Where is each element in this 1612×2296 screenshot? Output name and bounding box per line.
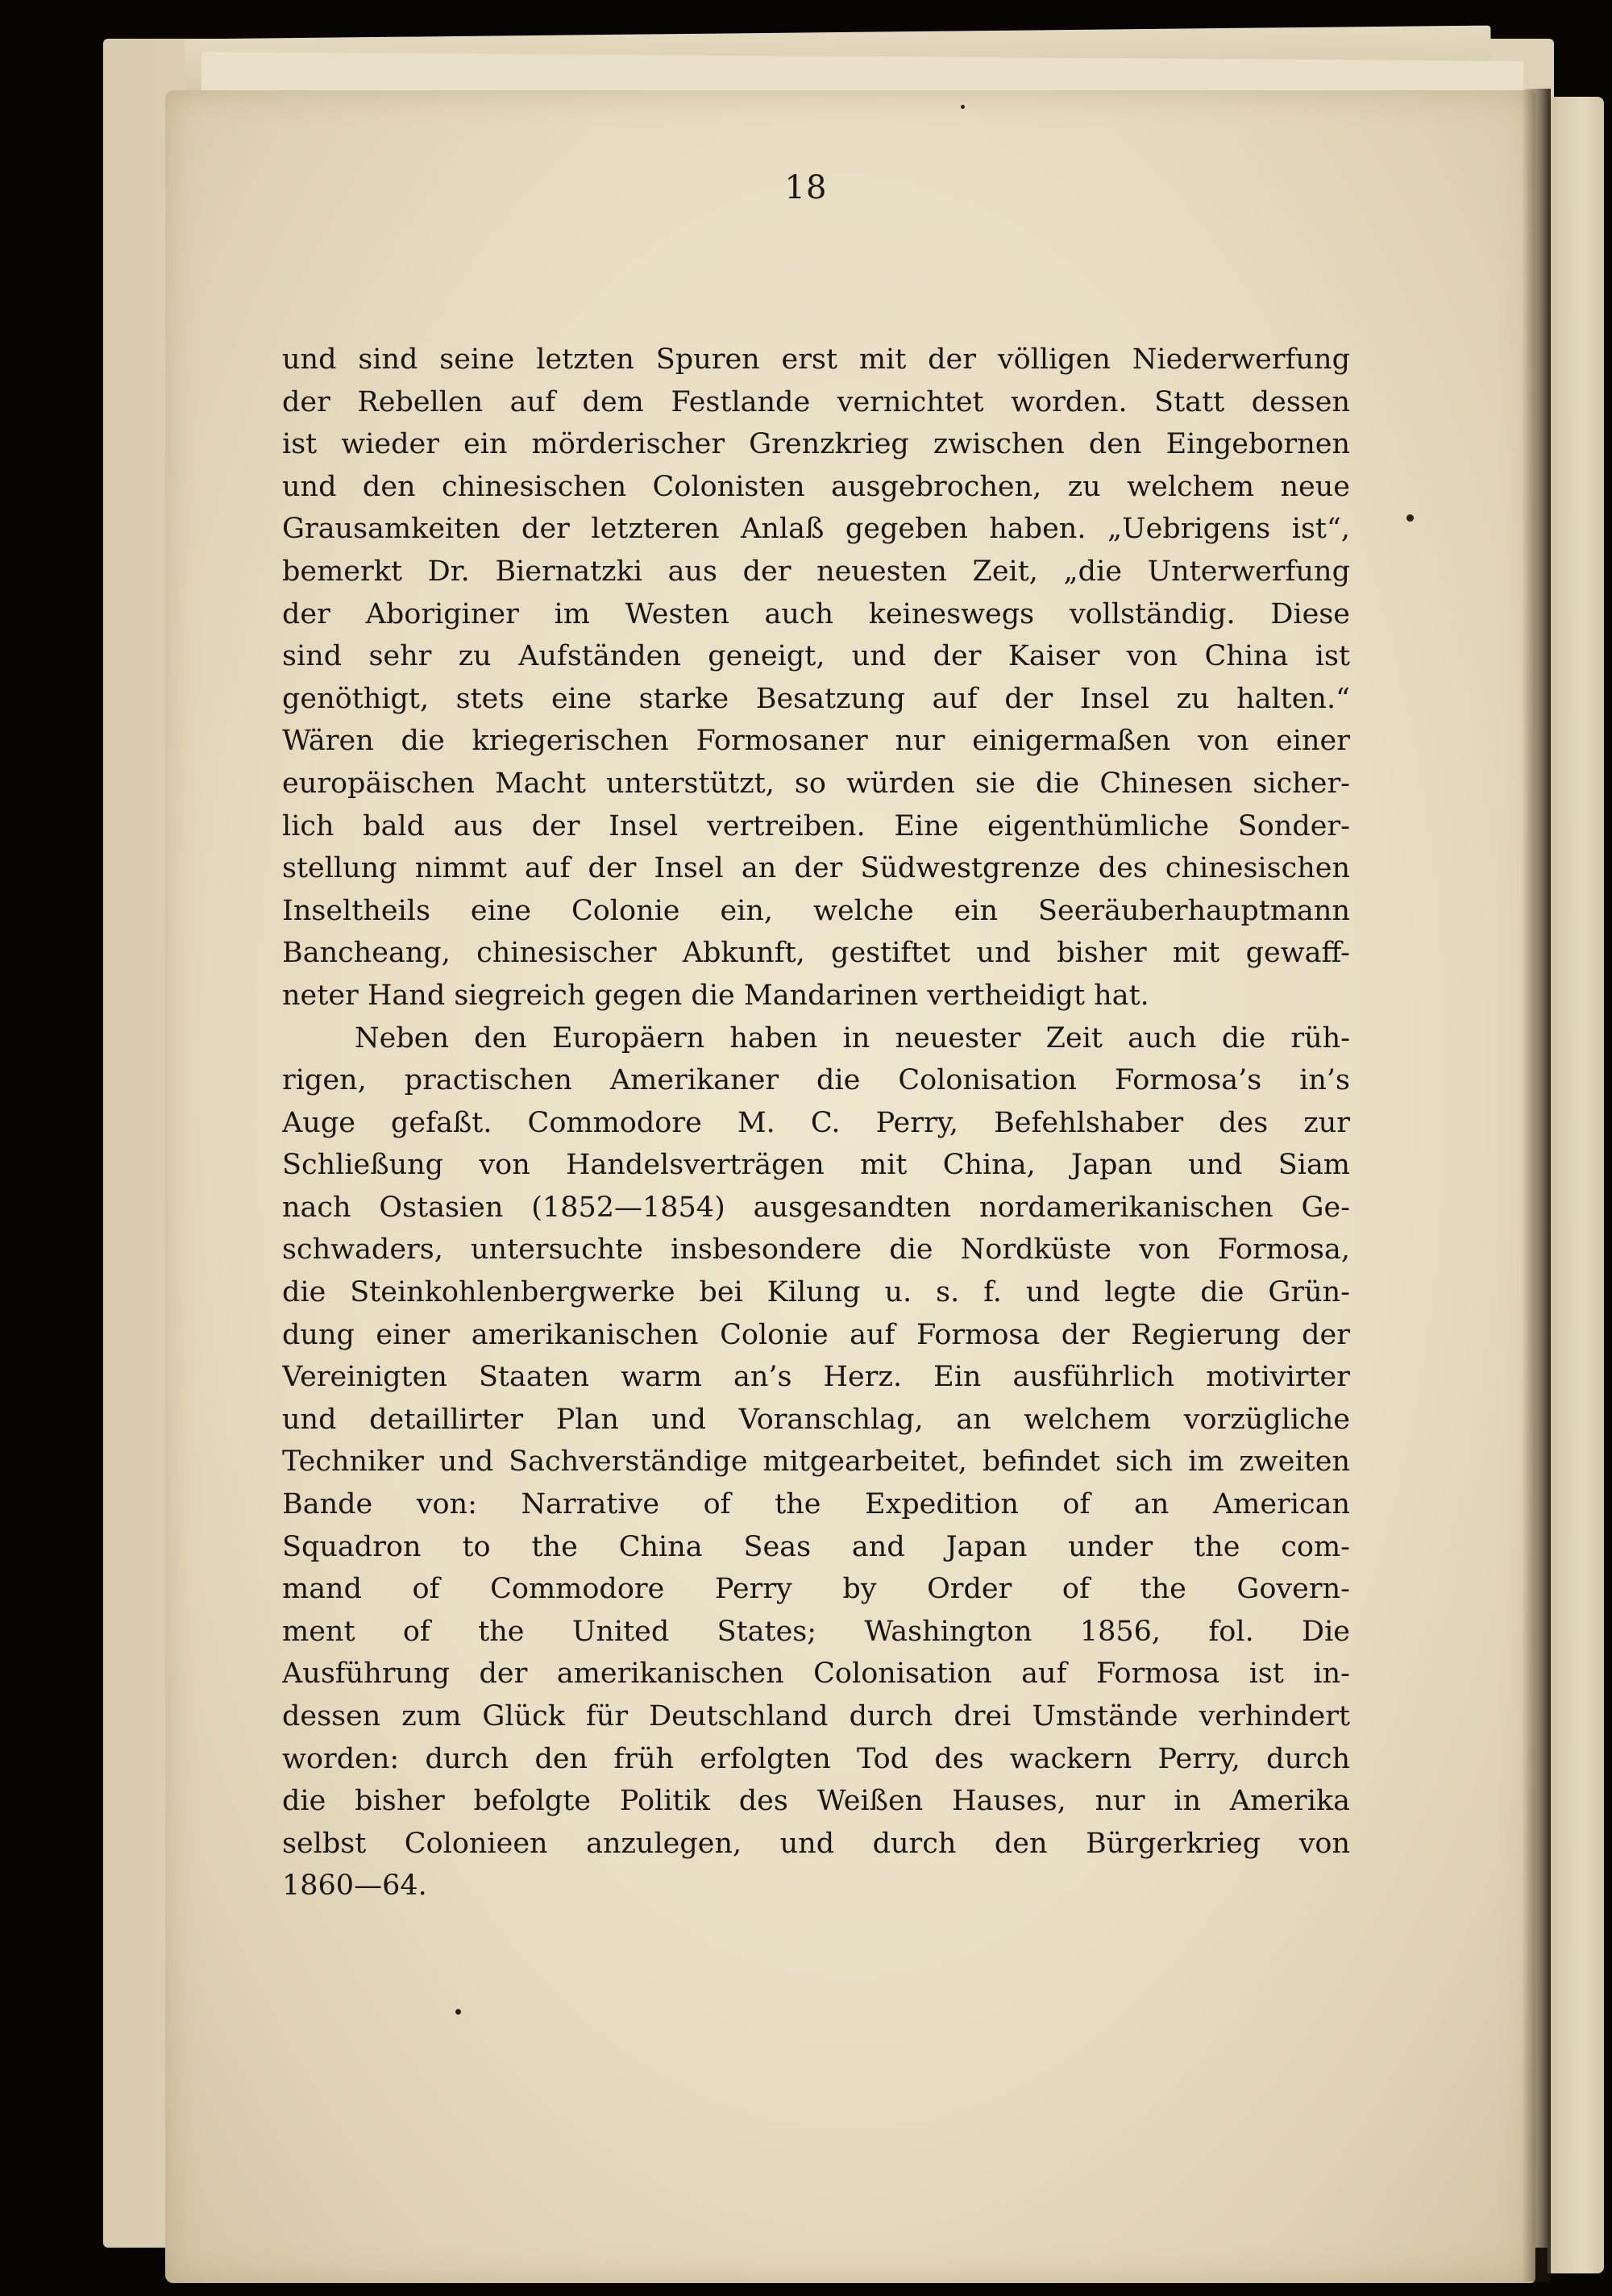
- text-line: und sind seine letzten Spuren erst mit der völligen Niederwerfung: [282, 343, 1350, 376]
- text-line: Inseltheils eine Colonie ein, welche ein Seeräuberhauptmann: [282, 894, 1350, 927]
- text-line: neter Hand siegreich gegen die Mandarinen vertheidigt hat.: [282, 979, 1149, 1012]
- text-line: und den chinesischen Colonisten ausgebrochen, zu welchem neue: [282, 470, 1350, 503]
- text-line: Wären die kriegerischen Formosaner nur einigermaßen von einer: [282, 725, 1350, 758]
- text-line: der Rebellen auf dem Festlande vernichtet worden. Statt dessen: [282, 385, 1350, 418]
- text-line: der Aboriginer im Westen auch keineswegs vollständig. Diese: [282, 597, 1350, 630]
- text-line: mand of Commodore Perry by Order of the Govern-: [282, 1573, 1350, 1606]
- text-line: Schließung von Handelsverträgen mit China, Japan und Siam: [282, 1149, 1350, 1182]
- text-line: ist wieder ein mörderischer Grenzkrieg zwischen den Eingebornen: [282, 428, 1350, 461]
- text-line: 1860—64.: [282, 1870, 427, 1903]
- text-line: ment of the United States; Washington 1856, fol. Die: [282, 1615, 1350, 1648]
- gutter-shadow: [1522, 89, 1551, 2281]
- ink-speck: [961, 105, 965, 109]
- text-line: bemerkt Dr. Biernatzki aus der neuesten Zeit, „die Unterwerfung: [282, 555, 1350, 588]
- text-line: die Steinkohlenbergwerke bei Kilung u. s. f. und legte die Grün-: [282, 1276, 1350, 1309]
- text-line: Bancheang, chinesischer Abkunft, gestiftet und bisher mit gewaff-: [282, 937, 1350, 970]
- text-line: Grausamkeiten der letzteren Anlaß gegeben haben. „Uebrigens ist“,: [282, 513, 1350, 546]
- text-line: sind sehr zu Aufständen geneigt, und der Kaiser von China ist: [282, 640, 1350, 673]
- text-line: genöthigt, stets eine starke Besatzung auf der Insel zu halten.“: [282, 682, 1350, 715]
- text-line: dessen zum Glück für Deutschland durch drei Umstände verhindert: [282, 1700, 1350, 1732]
- text-line: dung einer amerikanischen Colonie auf Formosa der Regierung der: [282, 1318, 1350, 1351]
- facing-page-edge: [1548, 97, 1604, 2273]
- text-line: lich bald aus der Insel vertreiben. Eine eigenthümliche Sonder-: [282, 809, 1350, 842]
- ink-speck: [1406, 514, 1414, 522]
- text-line: Techniker und Sachverständige mitgearbeitet, befindet sich im zweiten: [282, 1445, 1350, 1479]
- text-line: Ausführung der amerikanischen Colonisation auf Formosa ist in-: [282, 1658, 1350, 1691]
- text-line: Bande von: Narrative of the Expedition of an American: [282, 1488, 1350, 1521]
- text-line: worden: durch den früh erfolgten Tod des wackern Perry, durch: [282, 1742, 1350, 1775]
- text-line: stellung nimmt auf der Insel an der Südwestgrenze des chinesischen: [282, 852, 1350, 885]
- text-line-paragraph-start: Neben den Europäern haben in neuester Zeit auch die rüh-: [355, 1021, 1350, 1054]
- text-line: nach Ostasien (1852—1854) ausgesandten nordamerikanischen Ge-: [282, 1191, 1350, 1224]
- ink-speck: [455, 2009, 461, 2015]
- text-line: Auge gefaßt. Commodore M. C. Perry, Befehlshaber des zur: [282, 1106, 1350, 1139]
- text-line: europäischen Macht unterstützt, so würden sie die Chinesen sicher-: [282, 767, 1350, 800]
- text-line: Squadron to the China Seas and Japan under the com-: [282, 1530, 1350, 1563]
- page-number: 18: [784, 169, 828, 206]
- body-text: [282, 339, 1350, 1907]
- text-line: Vereinigten Staaten warm an’s Herz. Ein ausführlich motivirter: [282, 1361, 1350, 1394]
- text-line: und detaillirter Plan und Voranschlag, an welchem vorzügliche: [282, 1403, 1350, 1436]
- text-line: schwaders, untersuchte insbesondere die Nordküste von Formosa,: [282, 1233, 1350, 1267]
- text-line: die bisher befolgte Politik des Weißen Hauses, nur in Amerika: [282, 1785, 1350, 1818]
- text-line: selbst Colonieen anzulegen, und durch den Bürgerkrieg von: [282, 1827, 1350, 1860]
- text-line: rigen, practischen Amerikaner die Colonisation Formosa’s in’s: [282, 1064, 1350, 1097]
